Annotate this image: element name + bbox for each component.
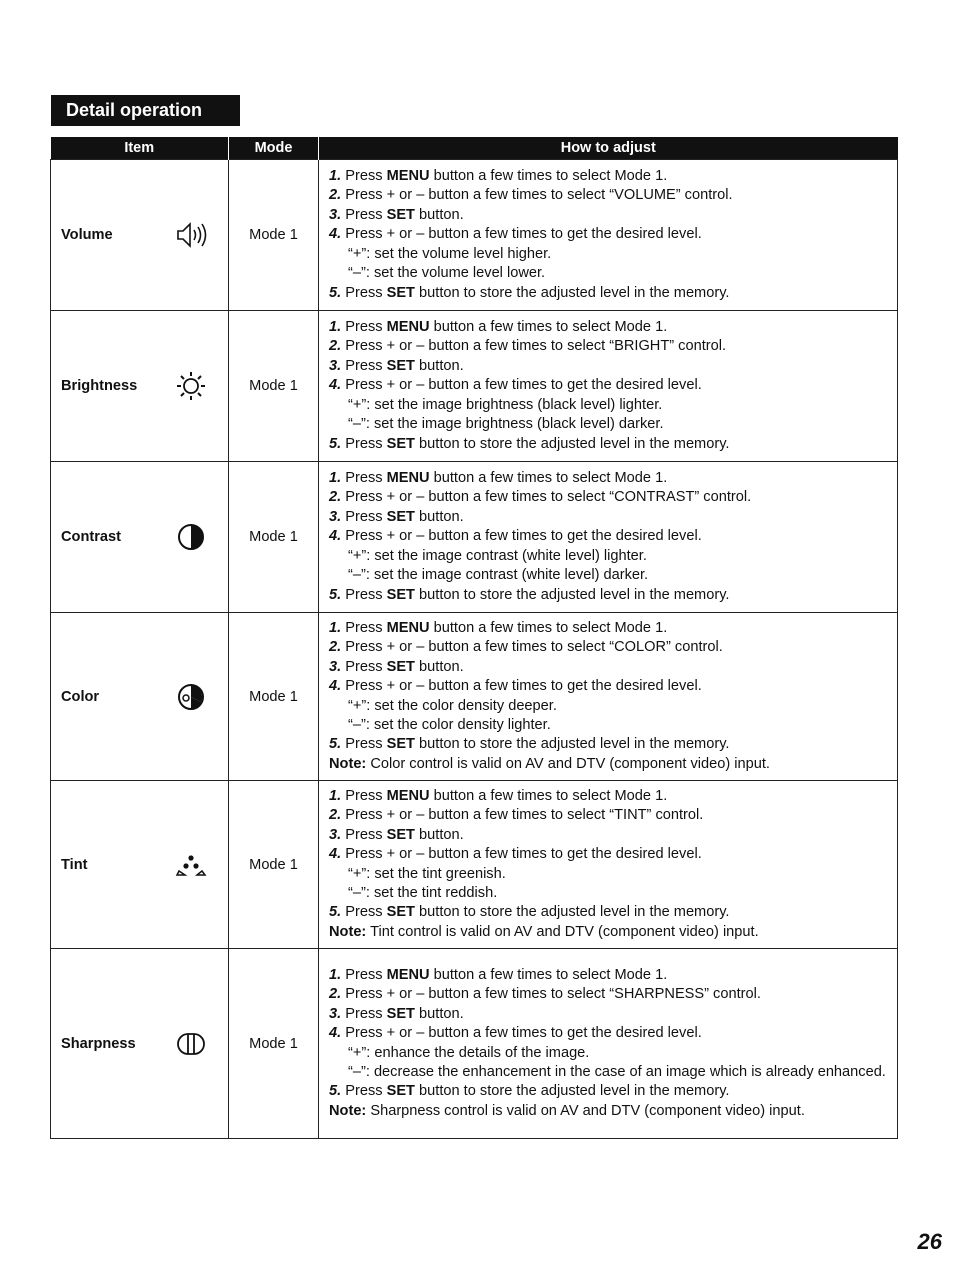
step-number: 1.: [329, 619, 342, 636]
step-line: [329, 488, 887, 507]
mode-cell: Mode 1: [229, 160, 319, 311]
step-detail: “–”: set the volume level lower.: [348, 265, 546, 282]
step-line: [329, 806, 887, 825]
sun-icon: [174, 369, 208, 403]
step-text: Press: [345, 508, 387, 525]
note-text: Sharpness control is valid on AV and DTV (component video) input.: [366, 1102, 805, 1119]
step-line: [329, 619, 887, 638]
step-number: 3.: [329, 1005, 342, 1022]
step-detail: “–”: decrease the enhancement in the case of an image which is already enhanced.: [348, 1063, 886, 1080]
step-text: Press + or – button a few times to select “VOLUME” control.: [345, 187, 733, 204]
note-label: Note:: [329, 923, 367, 940]
mode-cell: Mode 1: [229, 311, 319, 462]
mode-cell: Mode 1: [229, 462, 319, 613]
step-number: 1.: [329, 168, 342, 185]
step-detail: “+”: set the tint greenish.: [348, 865, 506, 882]
step-number: 2.: [329, 986, 342, 1003]
page-number: 26: [917, 1229, 942, 1254]
step-text: Press: [345, 168, 387, 185]
step-number: 2.: [329, 807, 342, 824]
step-text: Press + or – button a few times to get the desired level.: [345, 528, 702, 545]
step-text: Press + or – button a few times to get the desired level.: [345, 846, 702, 863]
step-keyword: MENU: [386, 168, 430, 185]
step-text: Press: [345, 206, 387, 223]
step-text: Press: [345, 736, 387, 753]
step-text: button a few times to select Mode 1.: [429, 168, 668, 185]
note-line: [329, 923, 887, 942]
step-text: button to store the adjusted level in the memory.: [414, 904, 730, 921]
note-label: Note:: [329, 755, 367, 772]
step-detail: “–”: set the image contrast (white level) darker.: [348, 567, 649, 584]
step-detail: “–”: set the image brightness (black level) darker.: [348, 416, 664, 433]
step-line: [329, 638, 887, 657]
table-row: [51, 311, 898, 462]
step-text: Press: [345, 284, 387, 301]
step-detail: “–”: set the tint reddish.: [348, 884, 498, 901]
step-keyword: SET: [386, 586, 415, 603]
step-detail: “+”: set the image contrast (white level) lighter.: [348, 547, 647, 564]
how-to-adjust-cell: [319, 613, 898, 781]
step-text: Press: [345, 357, 387, 374]
step-text: button to store the adjusted level in the memory.: [414, 435, 730, 452]
step-keyword: SET: [386, 508, 415, 525]
table-row: [51, 949, 898, 1139]
step-number: 2.: [329, 489, 342, 506]
step-text: button a few times to select Mode 1.: [429, 966, 668, 983]
step-detail: “+”: set the color density deeper.: [348, 697, 557, 714]
mode-cell: Mode 1: [229, 613, 319, 781]
step-number: 5.: [329, 586, 342, 603]
note-line: [329, 1102, 887, 1121]
step-text: button.: [414, 357, 464, 374]
step-text: Press + or – button a few times to select “TINT” control.: [345, 807, 704, 824]
step-keyword: MENU: [386, 619, 430, 636]
step-keyword: SET: [386, 1083, 415, 1100]
item-name: Color: [61, 688, 100, 705]
step-text: button.: [414, 826, 464, 843]
step-text: button.: [414, 508, 464, 525]
step-keyword: SET: [386, 904, 415, 921]
step-text: Press + or – button a few times to select “BRIGHT” control.: [345, 338, 727, 355]
step-text: button a few times to select Mode 1.: [429, 787, 668, 804]
note-label: Note:: [329, 1102, 367, 1119]
item-cell: [51, 311, 229, 462]
step-number: 3.: [329, 508, 342, 525]
step-detail: “+”: set the image brightness (black level) lighter.: [348, 396, 663, 413]
item-cell: [51, 613, 229, 781]
step-keyword: SET: [386, 826, 415, 843]
item-cell: [51, 949, 229, 1139]
step-line: [329, 787, 887, 806]
step-text: button to store the adjusted level in the memory.: [414, 736, 730, 753]
note-line: [329, 755, 887, 774]
step-keyword: SET: [386, 1005, 415, 1022]
step-line: [329, 735, 887, 754]
step-text: Press + or – button a few times to select “SHARPNESS” control.: [345, 986, 761, 1003]
step-line: [329, 985, 887, 1004]
how-to-adjust-cell: [319, 311, 898, 462]
tint-icon: [174, 848, 208, 882]
step-keyword: MENU: [386, 966, 430, 983]
step-number: 5.: [329, 904, 342, 921]
step-number: 5.: [329, 1083, 342, 1100]
step-number: 1.: [329, 966, 342, 983]
step-number: 3.: [329, 826, 342, 843]
step-line: [329, 508, 887, 527]
color-palette-icon: [174, 680, 208, 714]
step-line: [329, 658, 887, 677]
how-to-adjust-cell: [319, 781, 898, 949]
step-text: Press: [345, 966, 387, 983]
step-line: [329, 845, 887, 864]
step-detail: “+”: enhance the details of the image.: [348, 1044, 590, 1061]
step-number: 1.: [329, 319, 342, 336]
mode-cell: Mode 1: [229, 781, 319, 949]
step-text: Press + or – button a few times to get the desired level.: [345, 1025, 702, 1042]
step-keyword: MENU: [386, 319, 430, 336]
step-number: 1.: [329, 470, 342, 487]
step-number: 4.: [329, 226, 342, 243]
step-text: Press: [345, 586, 387, 603]
detail-operation-table: [50, 137, 898, 1139]
half-circle-icon: [174, 520, 208, 554]
how-to-adjust-cell: [319, 160, 898, 311]
step-number: 1.: [329, 787, 342, 804]
step-line: [329, 206, 887, 225]
step-text: button.: [414, 206, 464, 223]
table-row: [51, 160, 898, 311]
table-row: [51, 613, 898, 781]
step-text: button a few times to select Mode 1.: [429, 470, 668, 487]
how-to-adjust-cell: [319, 949, 898, 1139]
step-keyword: MENU: [386, 470, 430, 487]
step-text: button.: [414, 1005, 464, 1022]
note-text: Color control is valid on AV and DTV (component video) input.: [366, 755, 770, 772]
note-text: Tint control is valid on AV and DTV (component video) input.: [366, 923, 759, 940]
header-mode: Mode: [229, 137, 319, 160]
step-text: Press: [345, 658, 387, 675]
step-number: 2.: [329, 639, 342, 656]
step-text: Press: [345, 619, 387, 636]
step-number: 2.: [329, 338, 342, 355]
mode-cell: Mode 1: [229, 949, 319, 1139]
step-text: Press: [345, 1083, 387, 1100]
table-row: [51, 781, 898, 949]
step-line: [329, 167, 887, 186]
step-line: [329, 435, 887, 454]
step-text: Press: [345, 787, 387, 804]
step-line: [329, 527, 887, 546]
step-line: [329, 186, 887, 205]
header-item: Item: [51, 137, 229, 160]
step-line: [329, 903, 887, 922]
step-line: [329, 1082, 887, 1101]
step-keyword: SET: [386, 284, 415, 301]
step-text: Press: [345, 904, 387, 921]
step-text: Press + or – button a few times to select “COLOR” control.: [345, 639, 723, 656]
step-number: 3.: [329, 658, 342, 675]
step-keyword: SET: [386, 435, 415, 452]
step-line: [329, 1024, 887, 1043]
step-text: Press: [345, 470, 387, 487]
step-text: Press + or – button a few times to get the desired level.: [345, 377, 702, 394]
table-header-row: [51, 137, 898, 160]
step-text: Press: [345, 1005, 387, 1022]
step-line: [329, 284, 887, 303]
section-title: Detail operation: [51, 95, 240, 126]
step-detail: “–”: set the color density lighter.: [348, 716, 551, 733]
step-text: Press + or – button a few times to select “CONTRAST” control.: [345, 489, 752, 506]
table-row: [51, 462, 898, 613]
step-line: [329, 1005, 887, 1024]
item-name: Brightness: [61, 378, 138, 394]
step-keyword: SET: [386, 206, 415, 223]
step-text: button a few times to select Mode 1.: [429, 319, 668, 336]
step-number: 4.: [329, 846, 342, 863]
step-line: [329, 318, 887, 337]
item-name: Contrast: [61, 529, 121, 545]
item-name: Sharpness: [61, 1035, 136, 1052]
step-line: [329, 337, 887, 356]
step-text: Press + or – button a few times to get the desired level.: [345, 678, 702, 695]
header-how-to-adjust: How to adjust: [319, 137, 898, 160]
step-keyword: SET: [386, 357, 415, 374]
step-line: [329, 677, 887, 696]
sharpness-icon: [174, 1027, 208, 1061]
speaker-icon: [174, 218, 208, 252]
step-number: 3.: [329, 206, 342, 223]
step-keyword: SET: [386, 736, 415, 753]
step-text: button to store the adjusted level in the memory.: [414, 284, 730, 301]
how-to-adjust-cell: [319, 462, 898, 613]
step-line: [329, 966, 887, 985]
step-line: [329, 826, 887, 845]
step-text: Press: [345, 319, 387, 336]
step-detail: “+”: set the volume level higher.: [348, 245, 552, 262]
step-text: button to store the adjusted level in the memory.: [414, 1083, 730, 1100]
step-line: [329, 225, 887, 244]
step-number: 4.: [329, 678, 342, 695]
step-number: 5.: [329, 435, 342, 452]
step-line: [329, 586, 887, 605]
step-text: button to store the adjusted level in the memory.: [414, 586, 730, 603]
step-text: Press: [345, 826, 387, 843]
item-cell: [51, 462, 229, 613]
step-number: 3.: [329, 357, 342, 374]
step-line: [329, 357, 887, 376]
step-number: 4.: [329, 528, 342, 545]
item-name: Volume: [61, 227, 113, 243]
step-text: Press + or – button a few times to get the desired level.: [345, 226, 702, 243]
step-line: [329, 376, 887, 395]
step-line: [329, 469, 887, 488]
step-number: 5.: [329, 736, 342, 753]
item-cell: [51, 781, 229, 949]
step-keyword: MENU: [386, 787, 430, 804]
item-cell: [51, 160, 229, 311]
item-name: Tint: [61, 856, 88, 873]
step-number: 2.: [329, 187, 342, 204]
step-number: 4.: [329, 377, 342, 394]
step-number: 4.: [329, 1025, 342, 1042]
step-text: Press: [345, 435, 387, 452]
step-keyword: SET: [386, 658, 415, 675]
step-text: button.: [414, 658, 464, 675]
step-text: button a few times to select Mode 1.: [429, 619, 668, 636]
step-number: 5.: [329, 284, 342, 301]
